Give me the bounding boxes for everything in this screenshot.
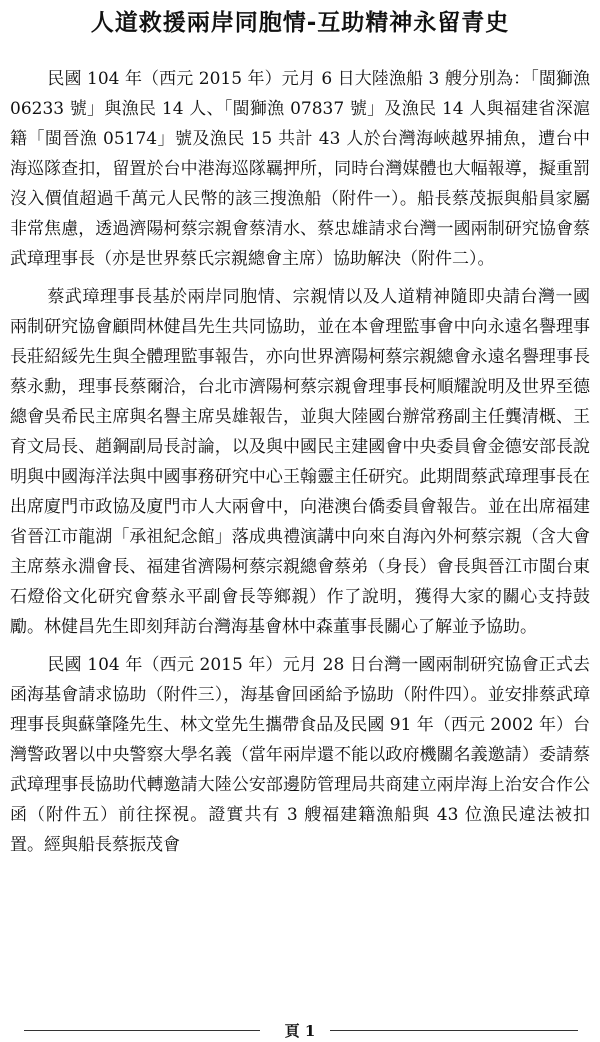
paragraph-1: 民國 104 年（西元 2015 年）元月 6 日大陸漁船 3 艘分別為：「閩獅漁 06233 號」與漁民 14 人、「閩獅漁 07837 號」及漁民 14 人與福建省深滬籍「閩晉漁 05174」號及漁民 15 共計 43 人於台灣海峽越界捕魚，遭台中海巡隊查扣，留置於台中港海巡隊羈押所，同時台灣媒體也大幅報導，擬重罰沒入價值超過千萬元人民幣的該三搜漁船（附件一）。船長蔡茂振與船員家屬非常焦慮，透過濟陽柯蔡宗親會蔡清水、蔡忠雄請求台灣一國兩制研究協會蔡武璋理事長（亦是世界蔡氏宗親總會主席）協助解決（附件二）。 — [10, 69, 590, 269]
footer-rule-right — [330, 1030, 578, 1031]
document-body — [10, 64, 590, 868]
footer-rule-left — [24, 1030, 260, 1031]
paragraph-2: 蔡武璋理事長基於兩岸同胞情、宗親情以及人道精神隨即央請台灣一國兩制研究協會顧問林健昌先生共同協助，並在本會理監事會中向永遠名譽理事長莊紹綏先生與全體理監事報告，亦向世界濟陽柯蔡宗親總會永遠名譽理事長蔡永勳，理事長蔡爾洽，台北市濟陽柯蔡宗親會理事長柯順耀說明及世界至德總會吳希民主席與名譽主席吳雄報告，並與大陸國台辦常務副主任龔清概、王育文局長、趙鋼副局長討論，以及與中國民主建國會中央委員會金德安部長說明與中國海洋法與中國事務研究中心王翰靈主任研究。此期間蔡武璋理事長在出席廈門市政協及廈門市人大兩會中，向港澳台僑委員會報告。並在出席福建省晉江市龍湖「承祖紀念館」落成典禮演講中向來自海內外柯蔡宗親（含大會主席蔡永淵會長、福建省濟陽柯蔡宗親總會蔡弟（身長）會長與晉江市閩台東石燈俗文化研究會蔡永平副會長等鄉親）作了說明，獲得大家的關心支持鼓勵。林健昌先生即刻拜訪台灣海基會林中森董事長關心了解並予協助。 — [10, 287, 590, 637]
paragraph-3: 民國 104 年（西元 2015 年）元月 28 日台灣一國兩制研究協會正式去函海基會請求協助（附件三），海基會回函給予協助（附件四）。並安排蔡武璋理事長與蘇肇隆先生、林文堂先生攜帶食品及民國 91 年（西元 2002 年）台灣警政署以中央警察大學名義（當年兩岸還不能以政府機關名義邀請）委請蔡武璋理事長協助代轉邀請大陸公安部邊防管理局共商建立兩岸海上治安合作公函（附件五）前往探視。證實共有 3 艘福建籍漁船與 43 位漁民違法被扣置。經與船長蔡振茂會 — [10, 655, 590, 855]
page-footer — [0, 1018, 600, 1042]
page-number: 頁 1 — [279, 1020, 322, 1041]
document-title: 人道救援兩岸同胞情-互助精神永留青史 — [90, 10, 510, 36]
